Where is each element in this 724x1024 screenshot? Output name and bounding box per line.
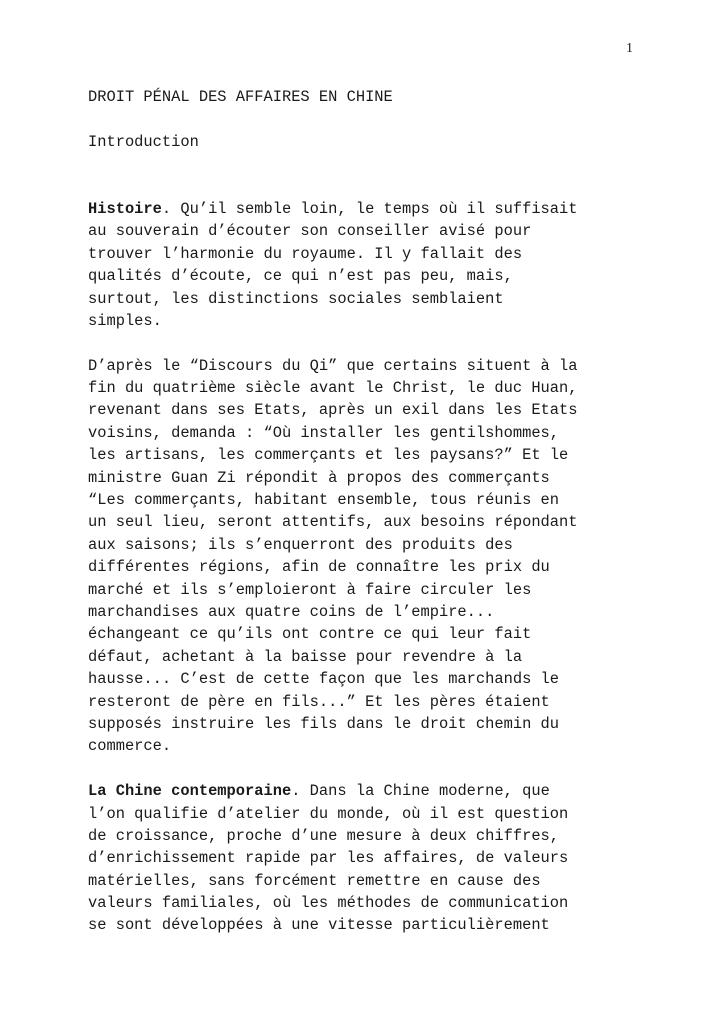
paragraph-line-text: . Dans la Chine moderne, que <box>291 782 550 801</box>
document-body <box>88 86 648 937</box>
paragraph-line: D’après le “Discours du Qi” que certains situent à la <box>88 356 578 375</box>
paragraph-line: “Les commerçants, habitant ensemble, tous réunis en <box>88 491 560 510</box>
paragraph-line: aux saisons; ils s’enquerront des produits des <box>88 535 513 554</box>
paragraph-line: trouver l’harmonie du royaume. Il y fallait des <box>88 244 523 263</box>
paragraph-line: les artisans, les commerçants et les paysans?” Et le <box>88 446 569 465</box>
paragraph-line: l’on qualifie d’atelier du monde, où il est question <box>88 804 569 823</box>
paragraph-line <box>88 780 648 802</box>
spacer <box>88 758 648 780</box>
paragraph-line: de croissance, proche d’une mesure à deux chiffres, <box>88 826 560 845</box>
paragraph-chine-contemporaine <box>88 780 648 937</box>
paragraph-line: revenant dans ses Etats, après un exil dans les Etats <box>88 401 578 420</box>
spacer <box>88 332 648 354</box>
paragraph-line: matérielles, sans forcément remettre en cause des <box>88 871 541 890</box>
paragraph-line: supposés instruire les fils dans le droit chemin du <box>88 714 560 733</box>
paragraph-line: simples. <box>88 311 162 330</box>
paragraph-line: d’enrichissement rapide par les affaires, de valeurs <box>88 849 569 868</box>
page-number: 1 <box>626 41 633 56</box>
paragraph-line: échangeant ce qu’ils ont contre ce qui leur fait <box>88 625 532 644</box>
paragraph-line: marchandises aux quatre coins de l’empire... <box>88 603 495 621</box>
spacer <box>88 108 648 130</box>
paragraph-line: valeurs familiales, où les méthodes de communication <box>88 894 569 913</box>
paragraph-line <box>88 198 648 220</box>
paragraph-line: voisins, demanda : “Où installer les gentilshommes, <box>88 423 560 442</box>
document-title: DROIT PÉNAL DES AFFAIRES EN CHINE <box>88 88 393 106</box>
paragraph-line: différentes régions, afin de connaître les prix du <box>88 558 550 577</box>
paragraph-line: qualités d’écoute, ce qui n’est pas peu, mais, <box>88 267 513 286</box>
introduction-heading: Introduction <box>88 132 199 151</box>
chine-contemporaine-heading: La Chine contemporaine <box>88 782 292 801</box>
paragraph-line: au souverain d’écouter son conseiller avisé pour <box>88 222 532 241</box>
paragraph-line: un seul lieu, seront attentifs, aux besoins répondant <box>88 513 578 532</box>
paragraph-line: commerce. <box>88 737 172 756</box>
spacer <box>88 153 648 198</box>
paragraph-line-text: . Qu’il semble loin, le temps où il suffisait <box>161 199 578 218</box>
paragraph-line: marché et ils s’emploieront à faire circuler les <box>88 580 532 599</box>
paragraph-line: défaut, achetant à la baisse pour revendre à la <box>88 647 523 666</box>
paragraph-line: ministre Guan Zi répondit à propos des commerçants <box>88 468 550 487</box>
paragraph-discours-du-qi <box>88 355 648 758</box>
paragraph-line: resteront de père en fils...” Et les pères étaient <box>88 692 550 711</box>
paragraph-histoire <box>88 198 648 332</box>
paragraph-line: fin du quatrième siècle avant le Christ, le duc Huan, <box>88 379 578 398</box>
histoire-heading: Histoire <box>88 199 162 218</box>
paragraph-line: se sont développées à une vitesse particulièrement <box>88 916 550 935</box>
paragraph-line: hausse... C’est de cette façon que les marchands le <box>88 670 560 689</box>
paragraph-line: surtout, les distinctions sociales semblaient <box>88 289 504 308</box>
